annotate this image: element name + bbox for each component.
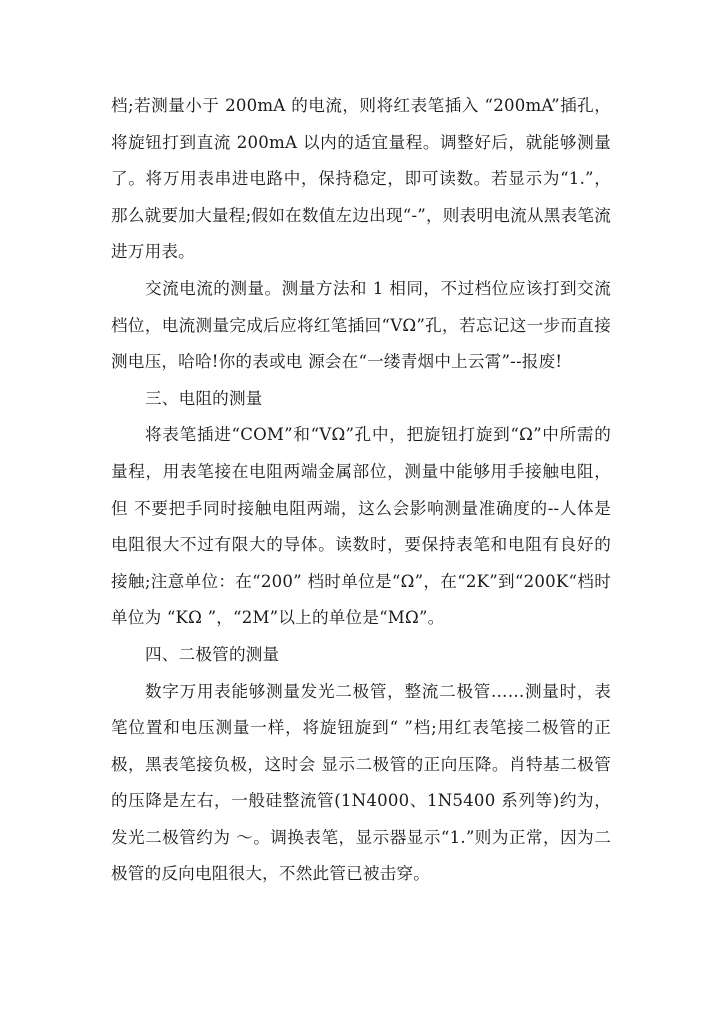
paragraph-resistance: 将表笔插进“COM”和“VΩ”孔中，把旋钮打旋到“Ω”中所需的量程，用表笔接在电阻两端金属部位，测量中能够用手接触电阻，但 不要把手同时接触电阻两端，这么会影响测量准确度的--人体是电阻很大不过有限大的导体。读数时，要保持表笔和电阻有良好的接触;注意单位：在“200” 档时单位是“Ω”，在“2K”到“200K“档时单位为 “KΩ ”，“2M”以上的单位是“MΩ”。 [111,425,611,628]
section-heading-resistance: 三、电阻的测量 [145,388,263,408]
paragraph-diode: 数字万用表能够测量发光二极管，整流二极管……测量时，表笔位置和电压测量一样，将旋钮旋到“ ”档;用红表笔接二极管的正极，黑表笔接负极，这时会 显示二极管的正向压降。肖特基二极管的压降是左右，一般硅整流管(1N4000、1N5400 系列等)约为，发光二极管约为 ～。调换表笔，显示器显示“1.”则为正常，因为二极管的反向电阻很大，不然此管已被击穿。 [111,681,611,884]
section-heading-diode: 四、二极管的测量 [145,644,280,664]
paragraph-dc-current-continued: 档;若测量小于 200mA 的电流，则将红表笔插入 “200mA”插孔，将旋钮打到直流 200mA 以内的适宜量程。调整好后，就能够测量了。将万用表串进电路中，保持稳定，即可读数。若显示为“1.”，那么就要加大量程;假如在数值左边出现“-”，则表明电流从黑表笔流进万用表。 [111,96,611,262]
paragraph-ac-current: 交流电流的测量。测量方法和 1 相同，不过档位应该打到交流档位，电流测量完成后应将红笔插回“VΩ”孔，若忘记这一步而直接测电压，哈哈!你的表或电 源会在“一缕青烟中上云霄”--报废! [111,278,611,372]
document-page [111,88,611,893]
